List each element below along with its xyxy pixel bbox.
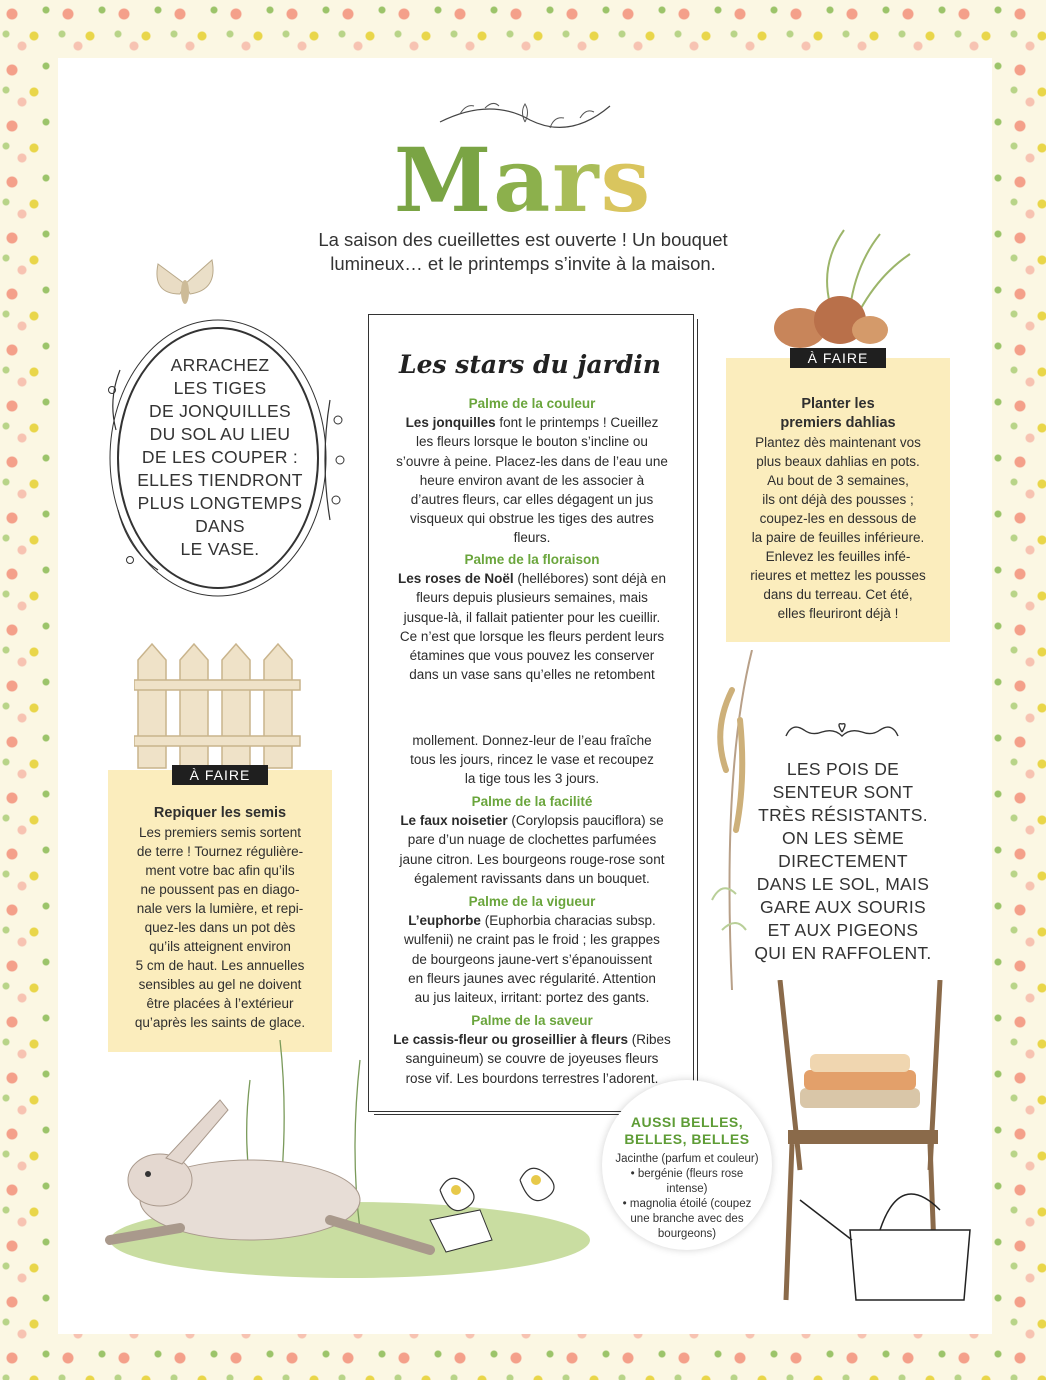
quote-line: DIRECTEMENT: [778, 851, 908, 871]
text-line: jaune citron. Les bourgeons rouge-rose sont: [399, 851, 665, 867]
todo-line: ils ont déjà des pousses ;: [762, 492, 914, 507]
plant-name: Le faux noisetier: [400, 813, 508, 829]
text-line: fleurs depuis plusieurs semaines, mais: [416, 590, 648, 606]
palme-facilite: [392, 792, 672, 888]
palme-couleur: [392, 394, 672, 548]
quote-line: ELLES TIENDRONT: [137, 470, 303, 490]
also-beautiful-circle: [602, 1080, 772, 1250]
circle-line: Jacinthe (parfum et couleur): [615, 1153, 759, 1165]
todo-line: dans du terreau. Cet été,: [763, 587, 913, 602]
circle-line: bourgeons): [657, 1228, 717, 1240]
todo-line: quez-les dans un pot dès: [144, 920, 296, 935]
text-line: en fleurs jaunes avec régularité. Attention: [408, 970, 656, 986]
circle-body: [612, 1152, 762, 1242]
page-title: [0, 128, 1046, 232]
palme-floraison-continued: [392, 731, 672, 789]
quote-line: LES TIGES: [173, 378, 267, 398]
palme-heading: Palme de la vigueur: [468, 894, 596, 909]
circle-line: une branche avec des: [630, 1213, 744, 1225]
text-line: d’autres fleurs, car elles dégagent un jus: [410, 492, 654, 508]
todo-line: la paire de feuilles inférieure.: [751, 530, 925, 545]
palme-heading: Palme de la facilité: [471, 794, 593, 809]
text-line: font le printemps ! Cueillez: [495, 415, 659, 431]
todo-line: ment votre bac afin qu’ils: [145, 863, 295, 878]
todo-line: rieures et mettez les pousses: [750, 568, 926, 583]
dahlia-bulbs-illustration: [760, 224, 930, 354]
quote-line: DU SOL AU LIEU: [149, 424, 291, 444]
palme-vigueur: [392, 892, 672, 1007]
quote-line: ON LES SÈME: [782, 828, 904, 848]
quote-line: DANS LE SOL, MAIS: [756, 874, 930, 894]
todo-line: de terre ! Tournez régulière-: [136, 844, 304, 859]
todo-line: nale vers la lumière, et repi-: [136, 901, 304, 916]
todo-line: plus beaux dahlias en pots.: [756, 454, 920, 469]
text-line: rose vif. Les bourdons terrestres l’adorent.: [405, 1070, 659, 1086]
text-line: (Ribes: [628, 1032, 671, 1048]
text-line: jusque-là, il fallait patienter pour les cueillir.: [403, 609, 661, 625]
text-line: la tige tous les 3 jours.: [464, 771, 600, 787]
left-quote: [128, 354, 312, 561]
plant-name: Les roses de Noël: [398, 571, 514, 587]
quote-line: DANS: [195, 516, 245, 536]
text-line: au jus laiteux, irritant: portez des gants.: [414, 990, 650, 1006]
quote-line: LE VASE.: [180, 539, 260, 559]
todo-line: Enlevez les feuilles infé-: [765, 549, 911, 564]
palme-heading: Palme de la floraison: [464, 552, 600, 567]
todo-box-seedlings: [108, 770, 332, 1052]
text-line: (Corylopsis pauciflora) se: [507, 813, 664, 829]
todo-line: être placées à l’extérieur: [146, 996, 294, 1011]
subtitle-line: lumineux… et le printemps s’invite à la maison.: [330, 253, 716, 274]
todo-label: À FAIRE: [172, 765, 268, 785]
todo-line: Plantez dès maintenant vos: [755, 435, 921, 450]
heart-scroll-ornament: [782, 718, 902, 748]
text-line: (hellébores) sont déjà en: [513, 571, 666, 587]
text-line: sanguineum) se couvre de joyeuses fleurs: [405, 1051, 659, 1067]
quote-line: SENTEUR SONT: [772, 782, 914, 802]
todo-line: Au bout de 3 semaines,: [767, 473, 909, 488]
circle-line: • bergénie (fleurs rose intense): [630, 1168, 744, 1195]
text-line: fleurs.: [513, 530, 551, 546]
todo-line: 5 cm de haut. Les annuelles: [135, 958, 305, 973]
todo-title: premiers dahlias: [780, 415, 896, 431]
todo-label: À FAIRE: [790, 348, 886, 368]
quote-line: ET AUX PIGEONS: [767, 920, 919, 940]
text-line: wulfenii) ne craint pas le froid ; les grappes: [404, 932, 660, 948]
text-line: étamines que vous pouvez les conserver: [409, 648, 655, 664]
plant-name: Le cassis-fleur ou groseillier à fleurs: [393, 1032, 629, 1048]
plant-name: L’euphorbe: [408, 913, 481, 929]
circle-title: AUSSI BELLES,: [630, 1114, 744, 1130]
quote-line: PLUS LONGTEMPS: [137, 493, 303, 513]
column-title: Les stars du jardin: [399, 350, 661, 379]
palme-heading: Palme de la couleur: [468, 396, 596, 411]
text-line: les fleurs lorsque le bouton s’incline ou: [416, 434, 648, 450]
quote-line: LES POIS DE: [786, 759, 900, 779]
todo-line: qu’après les saints de glace.: [134, 1015, 306, 1030]
title-letter: a: [493, 128, 553, 232]
plant-name: Les jonquilles: [405, 415, 496, 431]
todo-title: Repiquer les semis: [153, 805, 287, 821]
todo-line: elles fleuriront déjà !: [777, 606, 899, 621]
todo-line: coupez-les en dessous de: [759, 511, 917, 526]
quote-line: TRÈS RÉSISTANTS.: [758, 805, 928, 825]
hare-meadow-illustration: [100, 1040, 620, 1290]
text-line: dans un vase sans qu’elles ne retombent: [409, 667, 655, 683]
quote-line: DE JONQUILLES: [149, 401, 291, 421]
text-line: s’ouvre à peine. Placez-les dans de l’eau une: [396, 453, 668, 469]
todo-line: Les premiers semis sortent: [138, 825, 302, 840]
text-line: tous les jours, rincez le vase et recoupez: [410, 752, 654, 768]
todo-box-dahlias: [726, 358, 950, 642]
text-line: heure environ avant de les associer à: [419, 472, 645, 488]
title-letter: s: [600, 128, 653, 232]
text-line: mollement. Donnez-leur de l’eau fraîche: [412, 733, 652, 748]
quote-line: QUI EN RAFFOLENT.: [754, 943, 932, 963]
palme-heading: Palme de la saveur: [471, 1013, 593, 1028]
title-letter: M: [393, 128, 494, 232]
text-line: également ravissants dans un bouquet.: [414, 870, 650, 886]
circle-title: BELLES, BELLES: [624, 1131, 750, 1147]
chair-watering-can-illustration: [740, 980, 980, 1310]
text-line: visqueux qui obstrue les tiges des autres: [410, 511, 654, 527]
quote-line: GARE AUX SOURIS: [760, 897, 926, 917]
text-line: Ce n’est que lorsque les fleurs perdent leurs: [399, 628, 665, 644]
quote-line: ARRACHEZ: [170, 355, 270, 375]
text-line: de bourgeons jaune-vert s’épanouissent: [411, 951, 653, 967]
quote-line: DE LES COUPER :: [141, 447, 299, 467]
text-line: pare d’un nuage de clochettes parfumées: [407, 832, 657, 848]
todo-line: sensibles au gel ne doivent: [138, 977, 302, 992]
title-letter: r: [552, 128, 601, 232]
todo-title: Planter les: [801, 396, 875, 412]
todo-line: qu’ils atteignent environ: [149, 939, 291, 954]
subtitle-line: La saison des cueillettes est ouverte ! Un bouquet: [318, 229, 728, 250]
palme-floraison: [392, 550, 672, 684]
moth-illustration: [150, 254, 220, 314]
subtitle: [240, 228, 806, 276]
circle-line: • magnolia étoilé (coupez: [622, 1198, 752, 1210]
text-line: (Euphorbia characias subsp.: [480, 913, 656, 929]
todo-line: ne poussent pas en diago-: [140, 882, 300, 897]
wooden-fence-illustration: [134, 640, 304, 770]
right-quote: [748, 758, 938, 965]
